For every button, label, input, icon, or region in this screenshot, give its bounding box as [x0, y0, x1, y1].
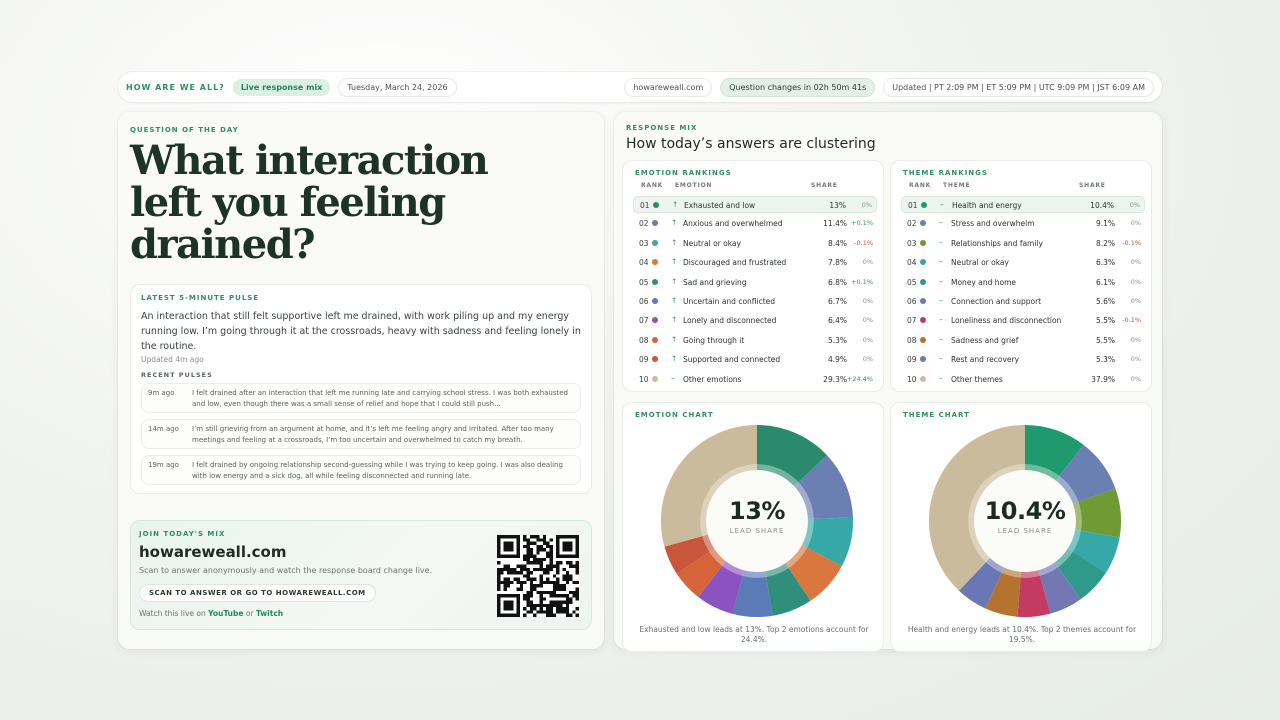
ranking-name: Health and energy: [952, 201, 1022, 210]
ranking-change: 0%: [862, 335, 873, 344]
ranking-name: Neutral or okay: [951, 258, 1009, 268]
trend-up-icon: ↑: [671, 296, 678, 305]
recent-pulse-item: [141, 419, 581, 449]
rank-color-dot: [920, 240, 926, 246]
trend-up-icon: ↑: [671, 237, 678, 247]
ranking-name: Other themes: [951, 374, 1003, 384]
rank-color-dot: [652, 337, 658, 343]
trend-up-icon: ↑: [671, 218, 678, 228]
rank-number: 08: [907, 335, 917, 345]
trend-flat-icon: –: [939, 237, 943, 247]
theme-chart-caption: Health and energy leads at 10.4%. Top 2 themes account for 19.5%.: [907, 625, 1137, 644]
trend-flat-icon: –: [939, 257, 943, 267]
rank-color-dot: [652, 220, 658, 226]
theme-rankings-card: [890, 160, 1152, 392]
trend-up-icon: ↑: [671, 354, 678, 364]
col-name: EMOTION: [675, 182, 713, 189]
rank-number: 06: [907, 297, 917, 306]
ranking-row[interactable]: [633, 196, 877, 213]
ranking-name: Relationships and family: [951, 238, 1043, 248]
join-mix-card: [130, 520, 592, 630]
rank-color-dot: [920, 259, 926, 265]
rank-number: 10: [639, 374, 649, 384]
trend-flat-icon: –: [939, 276, 943, 286]
theme-chart-card: [890, 402, 1152, 652]
theme-rankings-eyebrow: THEME RANKINGS: [903, 169, 988, 177]
pulse-text: An interaction that still felt supportive left me drained, with work piling up and my energy running low. I’m going through it at the crossroads, heavy with sadness and feeling lonely in the routine.: [141, 311, 581, 352]
join-site-title: howareweall.com: [139, 543, 287, 561]
rank-color-dot: [652, 240, 658, 246]
recent-pulse-text: I felt drained after an interaction that left me running late and carrying school stress. I was both exhausted and low, even though there was a small sense of relief and hope that I could still push...: [192, 389, 568, 408]
ranking-name: Discouraged and frustrated: [683, 258, 787, 268]
rank-number: 04: [907, 258, 917, 268]
recent-pulse-time: 9m ago: [148, 389, 175, 397]
ranking-change: 0%: [1130, 335, 1141, 344]
question-panel: [118, 112, 604, 649]
trend-flat-icon: –: [939, 218, 943, 228]
ranking-row[interactable]: [901, 215, 1145, 232]
rank-color-dot: [652, 259, 658, 265]
rank-number: 07: [639, 316, 649, 326]
pulse-updated: Updated 4m ago: [141, 355, 204, 364]
ranking-share: 10.4%: [1090, 201, 1114, 210]
join-eyebrow: JOIN TODAY'S MIX: [139, 530, 226, 538]
ranking-name: Stress and overwhelm: [951, 219, 1035, 229]
ranking-row[interactable]: [901, 351, 1145, 368]
rank-number: 02: [907, 219, 917, 229]
trend-flat-icon: –: [939, 296, 943, 305]
rank-number: 09: [907, 355, 917, 365]
ranking-change: 0%: [1130, 219, 1141, 228]
ranking-name: Going through it: [683, 335, 745, 345]
ranking-row[interactable]: [633, 312, 877, 329]
ranking-change: -0.1%: [1122, 316, 1141, 325]
twitch-link[interactable]: Twitch: [255, 609, 284, 618]
ranking-change: 0%: [1130, 297, 1141, 305]
rank-color-dot: [920, 317, 926, 323]
trend-flat-icon: –: [940, 200, 944, 209]
response-mix-panel: [614, 112, 1162, 649]
mix-eyebrow: RESPONSE MIX: [626, 124, 698, 132]
rank-number: 03: [907, 238, 917, 248]
ranking-share: 5.3%: [827, 335, 847, 345]
ranking-name: Other emotions: [683, 374, 742, 384]
trend-up-icon: ↑: [671, 334, 678, 344]
ranking-row[interactable]: [901, 254, 1145, 271]
recent-pulse-time: 19m ago: [148, 461, 179, 469]
trend-up-icon: ↑: [671, 257, 678, 267]
ranking-change: 0%: [1130, 374, 1141, 383]
ranking-row[interactable]: [901, 312, 1145, 329]
ranking-share: 11.4%: [823, 219, 847, 229]
emotion-lead-center: [707, 497, 807, 535]
watch-prefix: Watch this live on: [139, 609, 206, 618]
ranking-share: 6.7%: [827, 297, 847, 306]
emotion-chart-eyebrow: EMOTION CHART: [635, 411, 714, 419]
ranking-change: -0.1%: [1122, 238, 1141, 247]
pulse-eyebrow: LATEST 5-MINUTE PULSE: [141, 294, 260, 302]
recent-pulses-label: RECENT PULSES: [141, 371, 213, 379]
ranking-share: 4.9%: [827, 355, 847, 365]
ranking-name: Sadness and grief: [951, 335, 1019, 345]
ranking-name: Exhausted and low: [684, 201, 756, 210]
emotion-rankings-eyebrow: EMOTION RANKINGS: [635, 169, 732, 177]
ranking-change: 0%: [1129, 201, 1140, 209]
ranking-row[interactable]: [901, 293, 1145, 310]
rank-color-dot: [920, 337, 926, 343]
ranking-share: 9.1%: [1095, 219, 1115, 229]
ranking-name: Supported and connected: [683, 355, 781, 365]
rank-color-dot: [920, 376, 926, 382]
scan-to-answer-button[interactable]: SCAN TO ANSWER OR GO TO HOWAREWEALL.COM: [139, 584, 376, 602]
ranking-change: 0%: [1130, 355, 1141, 364]
rank-number: 06: [639, 297, 649, 306]
ranking-share: 6.8%: [827, 277, 847, 287]
ranking-row[interactable]: [633, 235, 877, 252]
ranking-share: 5.5%: [1095, 335, 1115, 345]
ranking-row[interactable]: [633, 351, 877, 368]
rank-color-dot: [921, 202, 927, 208]
rank-color-dot: [652, 279, 658, 285]
ranking-name: Lonely and disconnected: [683, 316, 777, 326]
rank-color-dot: [653, 202, 659, 208]
ranking-share: 29.3%: [823, 374, 847, 384]
date-badge: Tuesday, March 24, 2026: [338, 78, 456, 97]
ranking-name: Money and home: [951, 277, 1017, 287]
live-response-mix-badge[interactable]: Live response mix: [233, 79, 331, 96]
rank-color-dot: [920, 220, 926, 226]
rank-color-dot: [652, 317, 658, 323]
ranking-change: -0.1%: [854, 238, 873, 247]
ranking-name: Sad and grieving: [683, 277, 747, 287]
ranking-row[interactable]: [633, 274, 877, 291]
countdown-badge: Question changes in 02h 50m 41s: [720, 78, 875, 97]
col-share: SHARE: [811, 182, 838, 189]
watch-or: or: [245, 609, 254, 618]
ranking-row[interactable]: [633, 332, 877, 349]
rank-number: 10: [907, 374, 917, 384]
recent-pulse-item: [141, 455, 581, 485]
ranking-share: 6.4%: [827, 316, 847, 326]
rank-color-dot: [652, 376, 658, 382]
ranking-share: 8.2%: [1095, 238, 1115, 248]
ranking-name: Uncertain and conflicted: [683, 297, 776, 306]
question-eyebrow: QUESTION OF THE DAY: [130, 126, 239, 134]
ranking-row[interactable]: [633, 293, 877, 310]
ranking-change: 0%: [862, 316, 873, 325]
trend-flat-icon: –: [939, 373, 943, 383]
rank-number: 03: [639, 238, 649, 248]
ranking-share: 5.6%: [1095, 297, 1115, 306]
recent-pulse-time: 14m ago: [148, 425, 179, 433]
rank-number: 01: [640, 201, 650, 210]
rank-number: 08: [639, 335, 649, 345]
recent-pulse-text: I felt drained by ongoing relationship second-guessing while I was trying to keep going. I was also dealing with low energy and a sick dog, all while feeling disconnected and running late.: [192, 461, 563, 480]
ranking-name: Neutral or okay: [683, 238, 741, 248]
ranking-change: +0.1%: [851, 219, 873, 228]
col-rank: RANK: [909, 182, 932, 189]
ranking-share: 5.3%: [1095, 355, 1115, 365]
ranking-share: 8.4%: [827, 238, 847, 248]
ranking-name: Anxious and overwhelmed: [683, 219, 783, 229]
ranking-change: 0%: [1130, 277, 1141, 286]
latest-pulse-card: [130, 284, 592, 494]
col-rank: RANK: [641, 182, 664, 189]
rank-number: 02: [639, 219, 649, 229]
rank-number: 05: [639, 277, 649, 287]
ranking-share: 37.9%: [1091, 374, 1115, 384]
col-share: SHARE: [1079, 182, 1106, 189]
theme-lead-value: 10.4%: [984, 497, 1066, 525]
ranking-share: 13%: [829, 201, 846, 210]
trend-flat-icon: –: [939, 315, 943, 325]
emotion-chart-caption: Exhausted and low leads at 13%. Top 2 emotions account for 24.4%.: [639, 625, 869, 644]
recent-pulse-text: I’m still grieving from an argument at home, and it’s left me feeling angry and irritated. After too many meetings and feeling at a crossroads, I’m too uncertain and overwhelmed to catch my breath.: [192, 425, 554, 444]
ranking-name: Loneliness and disconnection: [951, 316, 1062, 326]
mix-title: How today’s answers are clustering: [626, 136, 876, 152]
ranking-name: Connection and support: [951, 297, 1042, 306]
ranking-row[interactable]: [901, 235, 1145, 252]
ranking-share: 6.3%: [1095, 258, 1115, 268]
rank-number: 01: [908, 201, 918, 210]
emotion-chart-card: [622, 402, 884, 652]
theme-lead-center: [975, 497, 1075, 535]
ranking-row[interactable]: [633, 254, 877, 271]
emotion-lead-value: 13%: [729, 497, 785, 525]
trend-flat-icon: –: [939, 354, 943, 364]
join-description: Scan to answer anonymously and watch the response board change live.: [139, 566, 433, 575]
ranking-change: +24.4%: [846, 374, 873, 383]
rank-color-dot: [652, 356, 658, 362]
trend-up-icon: ↑: [671, 315, 678, 325]
ranking-change: 0%: [862, 258, 873, 267]
youtube-link[interactable]: YouTube: [208, 609, 244, 618]
qr-code-icon[interactable]: [497, 535, 579, 617]
trend-flat-icon: –: [939, 334, 943, 344]
ranking-share: 5.5%: [1095, 316, 1115, 326]
question-title: What interaction left you feeling drained?: [130, 137, 488, 268]
ranking-change: 0%: [861, 201, 872, 209]
ranking-row[interactable]: [901, 274, 1145, 291]
rank-number: 05: [907, 277, 917, 287]
ranking-share: 6.1%: [1095, 277, 1115, 287]
col-name: THEME: [943, 182, 971, 189]
trend-up-icon: ↑: [672, 200, 679, 209]
theme-lead-label: LEAD SHARE: [997, 527, 1053, 535]
rank-color-dot: [652, 298, 658, 304]
ranking-row[interactable]: [633, 371, 877, 388]
rank-color-dot: [920, 298, 926, 304]
ranking-row[interactable]: [901, 196, 1145, 213]
ranking-share: 7.8%: [827, 258, 847, 268]
ranking-row[interactable]: [901, 371, 1145, 388]
site-badge[interactable]: howareweall.com: [624, 78, 712, 97]
ranking-change: 0%: [1130, 258, 1141, 267]
emotion-lead-label: LEAD SHARE: [729, 527, 785, 535]
theme-chart-eyebrow: THEME CHART: [903, 411, 970, 419]
recent-pulse-item: [141, 383, 581, 413]
ranking-name: Rest and recovery: [951, 355, 1020, 365]
rank-number: 09: [639, 355, 649, 365]
rank-number: 04: [639, 258, 649, 268]
rank-color-dot: [920, 356, 926, 362]
rank-number: 07: [907, 316, 917, 326]
top-bar: [118, 72, 1162, 102]
ranking-change: +0.1%: [851, 277, 873, 286]
updated-times-badge: Updated | PT 2:09 PM | ET 5:09 PM | UTC 9:09 PM | JST 6:09 AM: [883, 78, 1154, 97]
brand-label: HOW ARE WE ALL?: [126, 82, 225, 92]
emotion-rankings-card: [622, 160, 884, 392]
rank-color-dot: [920, 279, 926, 285]
trend-flat-icon: –: [671, 373, 675, 383]
trend-up-icon: ↑: [671, 276, 678, 286]
watch-live-links: [139, 609, 283, 618]
ranking-row[interactable]: [901, 332, 1145, 349]
ranking-change: 0%: [862, 355, 873, 364]
ranking-row[interactable]: [633, 215, 877, 232]
ranking-change: 0%: [862, 297, 873, 305]
